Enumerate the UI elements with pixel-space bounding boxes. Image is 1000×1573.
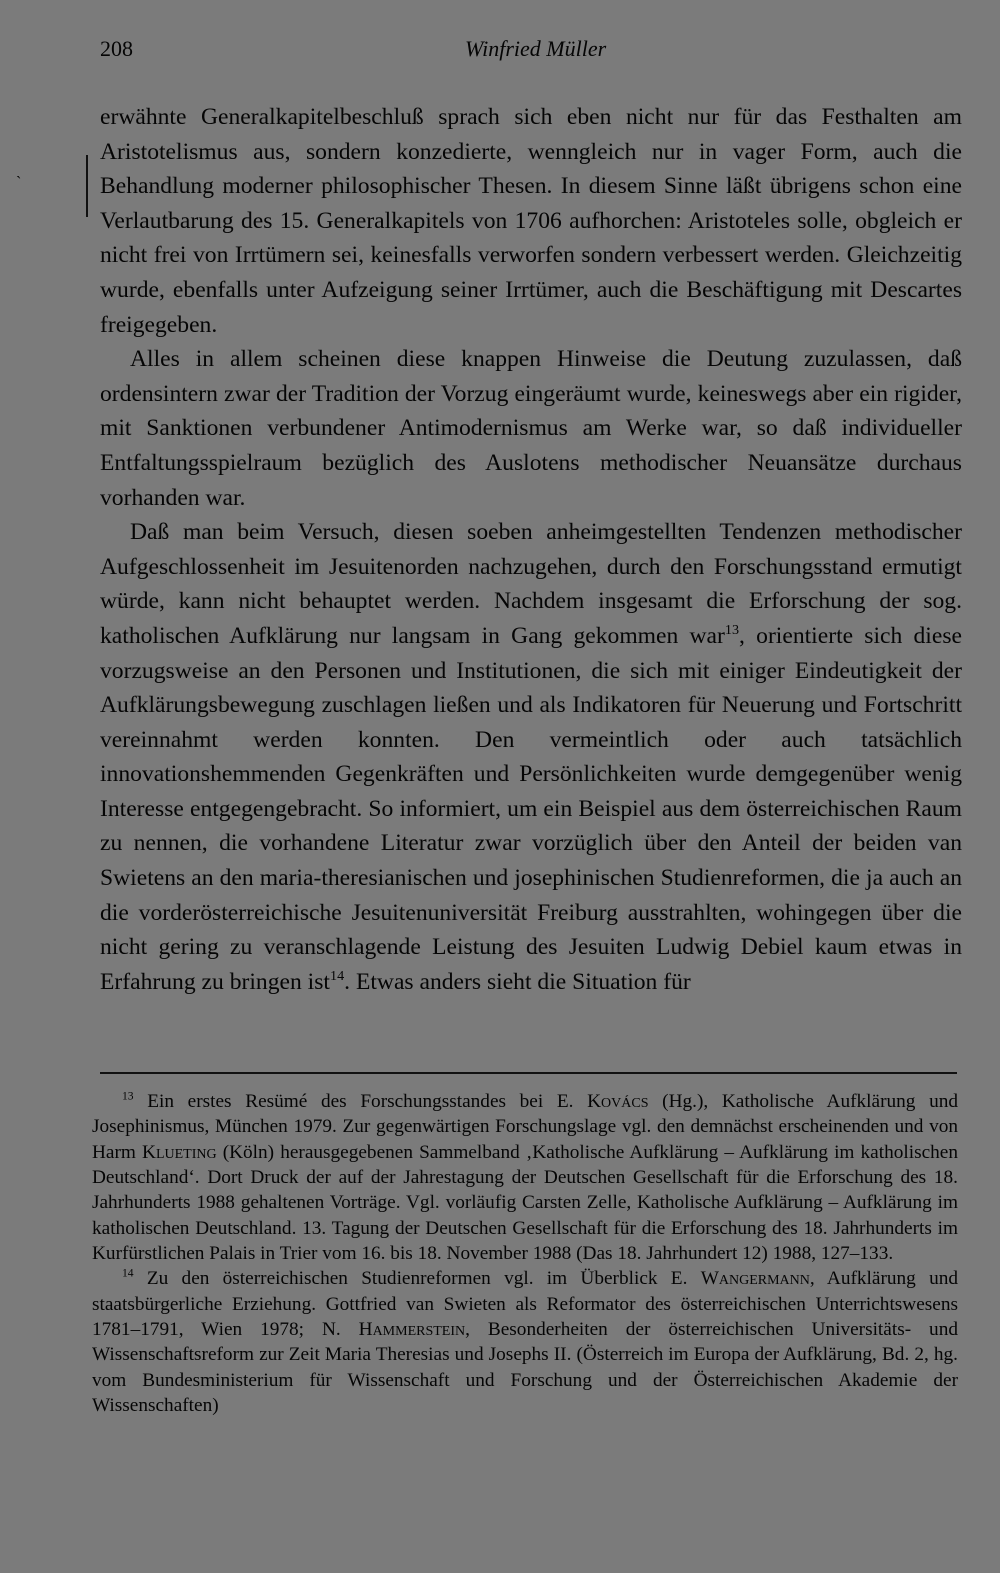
footnote-14-text-b: , Aufklärung und staatsbürgerliche Erziehung. Gottfried van Swieten als Reformator des österreichischen Unterrichtswesens 1781–1791, Wien 1978; N.	[92, 1268, 959, 1341]
page-number: 208	[100, 36, 133, 61]
footnote-ref-14: 14	[329, 967, 345, 984]
footnote-14-number: 14	[122, 1266, 134, 1280]
paragraph-3-part-b: , orientierte sich diese vorzugsweise an den Personen und Institutionen, die sich mit einiger Eindeutigkeit der Aufklärungsbewegung zuschlagen ließen und als Indikatoren für Neuerung und Fortschritt vereinnahmt werden konnten. Den vermeintlich oder auch tatsächlich innovationshemmenden Gegenkräften und Persönlichkeiten wurde demgegenüber wenig Interesse entgegengebracht. So informiert, um ein Beispiel aus dem österreichischen Raum zu nennen, die vorhandene Literatur zwar vorzüglich über den Anteil der beiden van Swietens an den maria-theresianischen und josephinischen Studienreformen, die ja auch an die vorderösterreichische Jesuitenuniversität Freiburg ausstrahlten, wohingegen über die nicht gering zu veranschlagende Leistung des Jesuiten Ludwig Debiel kaum etwas in Erfahrung zu bringen ist	[100, 622, 962, 995]
footnote-14	[92, 1266, 958, 1418]
footnote-14-text-c: , Besonderheiten der österreichischen Universitäts- und Wissenschaftsreform zur Zeit Maria Theresias und Josephs II. (Österreich im Europa der Aufklärung, Bd. 2, hg. vom Bundesministerium für Wissenschaft und Forschung und der Österreichischen Akademie der Wissenschaften)	[92, 1319, 958, 1417]
footnote-13-text-a: Ein erstes Resümé des Forschungsstandes bei E.	[133, 1091, 588, 1112]
footnote-rule	[100, 1072, 957, 1074]
page-header	[100, 36, 960, 66]
paragraph-3-part-c: . Etwas anders sieht die Situation für	[344, 968, 691, 995]
margin-speck: `	[16, 174, 22, 191]
margin-mark	[86, 155, 88, 217]
body-text	[100, 100, 962, 999]
footnote-13-number: 13	[122, 1089, 134, 1103]
footnote-13	[92, 1089, 958, 1266]
running-head: Winfried Müller	[465, 36, 607, 61]
paragraph-3-part-a: Daß man beim Versuch, diesen soeben anheimgestellten Tendenzen methodischer Aufgeschlossenheit im Jesuitenorden nachzugehen, durch den Forschungsstand ermutigt würde, kann nicht behauptet werden. Nachdem insgesamt die Erforschung der sog. katholischen Aufklärung nur langsam in Gang gekommen war	[100, 519, 962, 649]
footnote-14-author-1: Wangermann	[700, 1268, 810, 1290]
footnote-13-text-b: (Hg.), Katholische Aufklärung und Josephinismus, München 1979. Zur gegenwärtigen Forschungslage vgl. den demnächst erscheinenden und von Harm	[92, 1091, 958, 1163]
paragraph-2: Alles in allem scheinen diese knappen Hinweise die Deutung zuzulassen, daß ordensintern zwar der Tradition der Vorzug eingeräumt wurde, keineswegs aber ein rigider, mit Sanktionen verbundener Antimodernismus am Werke war, so daß individueller Entfaltungsspielraum bezüglich des Auslotens methodischer Neuansätze durchaus vorhanden war.	[100, 346, 962, 511]
footnote-13-author-2: Klueting	[142, 1141, 217, 1163]
paragraph-3	[100, 515, 962, 999]
footnotes	[92, 1089, 958, 1418]
footnote-14-text-a: Zu den österreichischen Studienreformen vgl. im Überblick E.	[133, 1268, 701, 1290]
footnote-13-author-1: Kovács	[587, 1091, 649, 1112]
footnote-13-text-c: (Köln) herausgegebenen Sammelband ‚Katholische Aufklärung – Aufklärung im katholischen Deutschland‘. Dort Druck der auf der Jahrestagung der Deutschen Gesellschaft für die Erforschung des 18. Jahrhunderts 1988 gehaltenen Vorträge. Vgl. vorläufig Carsten Zelle, Katholische Aufklärung – Aufklärung im katholischen Deutschland. 13. Tagung der Deutschen Gesellschaft für die Erforschung des 18. Jahrhunderts im Kurfürstlichen Palais in Trier vom 16. bis 18. November 1988 (Das 18. Jahrhundert 12) 1988, 127–133.	[92, 1141, 958, 1265]
footnote-14-author-2: Hammerstein	[358, 1319, 466, 1341]
footnote-ref-13: 13	[724, 622, 740, 639]
paragraph-1: erwähnte Generalkapitelbeschluß sprach sich eben nicht nur für das Festhalten am Aristotelismus aus, sondern konzedierte, wenngleich nur in vager Form, auch die Behandlung moderner philosophischer Thesen. In diesem Sinne läßt übrigens schon eine Verlautbarung des 15. Generalkapitels von 1706 aufhorchen: Aristoteles solle, obgleich er nicht frei von Irrtümern sei, keinesfalls verworfen sondern verbessert werden. Gleichzeitig wurde, ebenfalls unter Aufzeigung seiner Irrtümer, auch die Beschäftigung mit Descartes freigegeben.	[100, 104, 962, 338]
